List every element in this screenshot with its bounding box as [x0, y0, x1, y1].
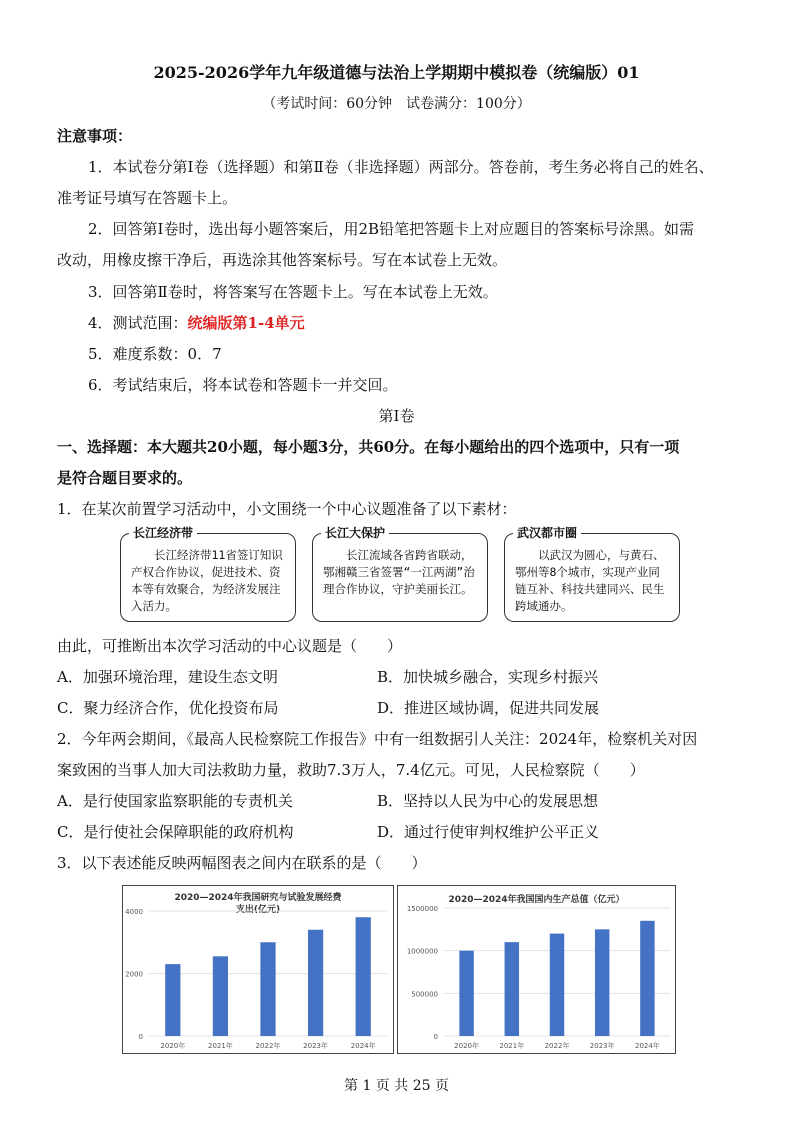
- notice-item-6: 6．考试结束后，将本试卷和答题卡一并交回。: [88, 376, 398, 394]
- material-text-3: 以武汉为圆心，与黄石、鄂州等8个城市，实现产业同链互补、科技共建同兴、民生跨域通办。: [515, 548, 665, 613]
- q2-stem-cont: 案致困的当事人加大司法救助力量，救助7.3万人，7.4亿元。可见，人民检察院（ ）: [57, 761, 645, 779]
- q2-stem: 2．今年两会期间，《最高人民检察院工作报告》中有一组数据引人关注：2024年，检察机关对因: [57, 730, 698, 748]
- chart2-title: 2020—2024年我国国内生产总值（亿元）: [448, 895, 625, 905]
- q1-option-c: C．聚力经济合作，优化投资布局: [57, 699, 279, 717]
- notice-item-1: 1．本试卷分第Ⅰ卷（选择题）和第Ⅱ卷（非选择题）两部分。答卷前，考生务必将自己的姓名、: [88, 158, 714, 176]
- section-heading-cont: 是符合题目要求的。: [57, 469, 193, 487]
- q1-stem: 1．在某次前置学习活动中，小文围绕一个中心议题准备了以下素材：: [57, 500, 517, 518]
- page-footer: 第 1 页 共 25 页: [344, 1078, 449, 1094]
- gdp-chart-xtick-label: 2021年: [499, 1042, 525, 1050]
- section-heading: 一、选择题：本大题共20小题，每小题3分，共60分。在每小题给出的四个选项中，只有一项: [57, 438, 680, 456]
- gdp-chart-bar: [550, 934, 564, 1036]
- notice-item-3: 3．回答第Ⅱ卷时，将答案写在答题卡上。写在本试卷上无效。: [88, 283, 498, 301]
- rd-chart-bar: [213, 956, 228, 1036]
- material-box-2: [312, 526, 488, 622]
- material-title-2: 长江大保护: [321, 524, 389, 541]
- q1-option-a: A．加强环境治理，建设生态文明: [57, 668, 278, 686]
- q2-option-d: D．通过行使审判权维护公平正义: [377, 823, 600, 841]
- gdp-chart-bar: [505, 942, 519, 1036]
- rd-chart-xtick-label: 2021年: [207, 1042, 233, 1050]
- q1-option-d: D．推进区域协调，促进共同发展: [377, 699, 600, 717]
- material-box-1: [120, 526, 296, 622]
- gdp-chart-bar: [459, 951, 473, 1036]
- rd-chart-xtick-label: 2020年: [160, 1042, 186, 1050]
- gdp-chart: [397, 885, 676, 1054]
- rd-chart-ytick-label: 2000: [125, 970, 143, 979]
- rd-chart-ytick-label: 4000: [125, 908, 143, 916]
- gdp-chart-xtick-label: 2020年: [454, 1042, 480, 1050]
- gdp-chart-xtick-label: 2022年: [544, 1042, 570, 1050]
- part-title: 第Ⅰ卷: [378, 407, 415, 425]
- notice-heading: 注意事项：: [57, 127, 133, 145]
- gdp-chart-svg: [398, 886, 675, 1053]
- q2-option-c: C．是行使社会保障职能的政府机构: [57, 823, 294, 841]
- material-text-1: 长江经济带11省签订知识产权合作协议，促进技术、资本等有效聚合，为经济发展注入活力。: [131, 548, 283, 613]
- exam-subtitle: （考试时间：60分钟 试卷满分：100分）: [262, 96, 531, 112]
- gdp-chart-ytick-label: 0: [433, 1033, 438, 1041]
- gdp-chart-bar: [640, 921, 654, 1036]
- notice-item-4: [88, 313, 305, 333]
- notice-item-5: 5．难度系数：0．7: [88, 345, 222, 363]
- material-text-2: 长江流域各省跨省联动，鄂湘赣三省签署“一江两湖”治理合作协议，守护美丽长江。: [323, 548, 475, 596]
- rd-chart-bar: [356, 917, 371, 1036]
- gdp-chart-ytick-label: 1000000: [406, 947, 438, 956]
- rd-chart-xtick-label: 2024年: [350, 1042, 376, 1050]
- gdp-chart-bar: [595, 929, 609, 1036]
- rd-chart-ytick-label: 0: [138, 1033, 143, 1041]
- test-scope: 统编版第1-4单元: [187, 314, 305, 332]
- chart1-title-line2: 支出(亿元): [235, 905, 281, 915]
- exam-title: 2025-2026学年九年级道德与法治上学期期中模拟卷（统编版）01: [153, 63, 640, 82]
- rd-chart-bar: [308, 930, 323, 1036]
- notice-item-4-label: 4．测试范围：: [88, 314, 188, 332]
- q3-stem: 3．以下表述能反映两幅图表之间内在联系的是（ ）: [57, 854, 427, 872]
- q1-question: 由此，可推断出本次学习活动的中心议题是（ ）: [57, 637, 403, 655]
- rd-chart-xtick-label: 2023年: [303, 1042, 329, 1050]
- gdp-chart-xtick-label: 2023年: [589, 1042, 615, 1050]
- rd-chart-bar: [260, 942, 275, 1036]
- rd-chart-svg: [123, 886, 393, 1053]
- material-title-1: 长江经济带: [129, 524, 197, 541]
- q2-option-a: A．是行使国家监察职能的专责机关: [57, 792, 293, 810]
- rd-chart-bar: [165, 964, 180, 1036]
- material-box-3: [504, 526, 680, 622]
- material-title-3: 武汉都市圈: [513, 524, 581, 541]
- gdp-chart-xtick-label: 2024年: [634, 1042, 660, 1050]
- notice-item-1-cont: 准考证号填写在答题卡上。: [57, 189, 238, 207]
- chart1-title-line1: 2020—2024年我国研究与试验发展经费: [174, 893, 342, 903]
- q1-option-b: B．加快城乡融合，实现乡村振兴: [377, 668, 599, 686]
- gdp-chart-ytick-label: 1500000: [406, 905, 438, 913]
- notice-item-2-cont: 改动，用橡皮擦干净后，再选涂其他答案标号。写在本试卷上无效。: [57, 251, 508, 269]
- rd-expenditure-chart: [122, 885, 394, 1054]
- q2-option-b: B．坚持以人民为中心的发展思想: [377, 792, 599, 810]
- gdp-chart-ytick-label: 500000: [411, 990, 438, 999]
- rd-chart-xtick-label: 2022年: [255, 1042, 281, 1050]
- notice-item-2: 2．回答第Ⅰ卷时，选出每小题答案后，用2B铅笔把答题卡上对应题目的答案标号涂黑。如需: [88, 220, 695, 238]
